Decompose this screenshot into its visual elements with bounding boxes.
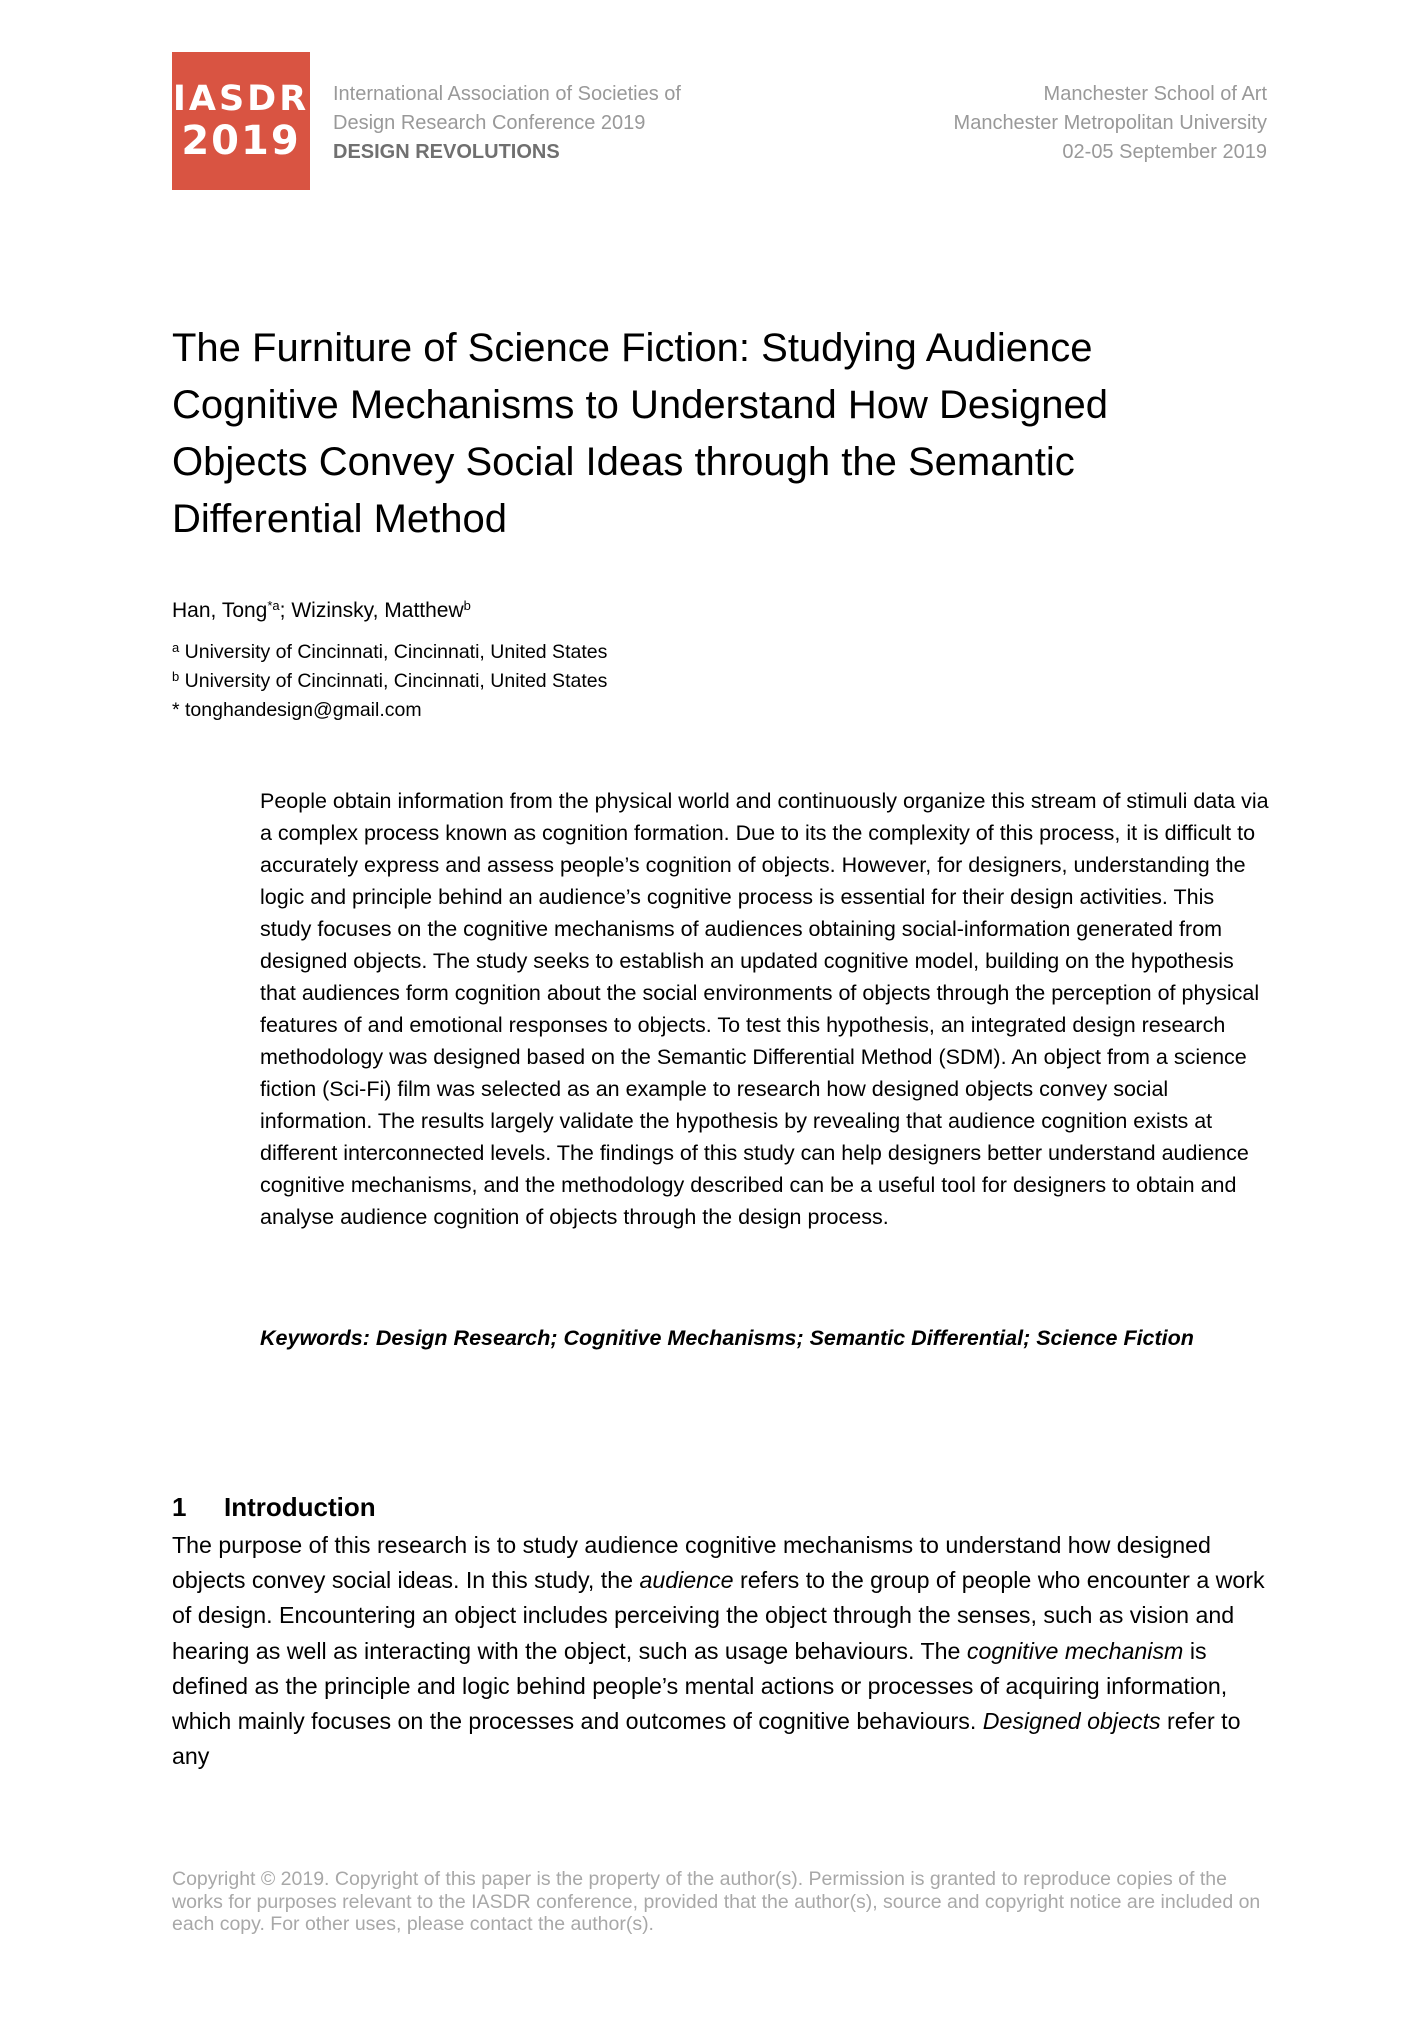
defined-term: cognitive mechanism [966, 1637, 1184, 1664]
affiliation-mark: b [172, 669, 180, 684]
author-name: Wizinsky, Matthew [291, 599, 464, 622]
conference-logo [172, 52, 310, 190]
paper-title: The Furniture of Science Fiction: Studying Audience Cognitive Mechanisms to Understand How Designed Objects Convey Social Ideas through the Semantic Differential Method [172, 326, 1109, 541]
paragraph-text: The purpose of this research is to study audience cognitive mechanisms to understand how designed objects convey social ideas. In this study, the [172, 1532, 1211, 1594]
keywords: Keywords: Design Research; Cognitive Mechanisms; Semantic Differential; Science Fiction [260, 1326, 1194, 1350]
abstract: People obtain information from the physical world and continuously organize this stream of stimuli data via a complex process known as cognition formation. Due to its the complexity of this process, it is difficult to accurately express and assess people’s cognition of objects. However, for designers, understanding the logic and principle behind an audience’s cognitive process is essential for their design activities. This study focuses on the cognitive mechanisms of audiences obtaining social-information generated from designed objects. The study seeks to establish an updated cognitive model, building on the hypothesis that audiences form cognition about the social environments of objects through the perception of physical features of and emotional responses to objects. To test this hypothesis, an integrated design research methodology was designed based on the Semantic Differential Method (SDM). An object from a science fiction (Sci-Fi) film was selected as an example to research how designed objects convey social information. The results largely validate the hypothesis by revealing that audience cognition exists at different interconnected levels. The findings of this study can help designers better understand audience cognitive mechanisms, and the methodology described can be a useful tool for designers to obtain and analyse audience cognition of objects through the design process. [260, 789, 1269, 1229]
author-name: Han, Tong [172, 599, 268, 622]
corresponding-email: * tonghandesign@gmail.com [172, 699, 422, 721]
copyright-notice: Copyright © 2019. Copyright of this paper is the property of the author(s). Permission is granted to reproduce copies of the works for purposes relevant to the IASDR conference, provided that the author(s), source and copyright notice are included on each copy. For other uses, please contact the author(s). [172, 1868, 1261, 1935]
logo-text-iasdr: IASDR [172, 79, 310, 119]
conference-name-line1: International Association of Societies of [333, 83, 681, 105]
affiliation-a [172, 638, 607, 667]
logo-text-year: 2019 [181, 118, 301, 164]
paragraph-text: refers to the group of people who encounter a work of design. Encountering an object includes perceiving the object through the senses, such as vision and hearing as well as interacting with the object, such as usage behaviours. The [172, 1567, 1265, 1664]
conference-info [333, 80, 681, 167]
introduction-paragraph [172, 1528, 1282, 1774]
venue-school: Manchester School of Art [1043, 83, 1267, 105]
conference-theme: DESIGN REVOLUTIONS [333, 141, 560, 163]
affiliation-b [172, 667, 607, 696]
defined-term: Designed objects [982, 1708, 1161, 1735]
venue-info [954, 80, 1267, 167]
paragraph-text: refer to any [172, 1708, 1241, 1770]
affiliation-mark: a [172, 640, 180, 655]
affiliation-text: University of Cincinnati, Cincinnati, United States [179, 670, 608, 692]
paragraph-text: is defined as the principle and logic behind people’s mental actions or processes of acquiring information, which mainly focuses on the processes and outcomes of cognitive behaviours. [172, 1637, 1228, 1735]
author-affiliation-mark: *a [267, 598, 280, 613]
author-line [172, 596, 471, 626]
conference-name-line2: Design Research Conference 2019 [333, 112, 646, 134]
defined-term: audience [639, 1567, 734, 1594]
conference-dates: 02-05 September 2019 [1062, 141, 1267, 163]
author-affiliation-mark: b [463, 598, 471, 613]
section-heading-introduction [172, 1490, 376, 1524]
affiliations [172, 638, 607, 725]
section-number: 1 [172, 1492, 187, 1522]
venue-university: Manchester Metropolitan University [953, 112, 1267, 134]
section-title: Introduction [224, 1492, 376, 1522]
affiliation-text: University of Cincinnati, Cincinnati, United States [179, 641, 608, 663]
author-separator: ; [279, 599, 292, 622]
